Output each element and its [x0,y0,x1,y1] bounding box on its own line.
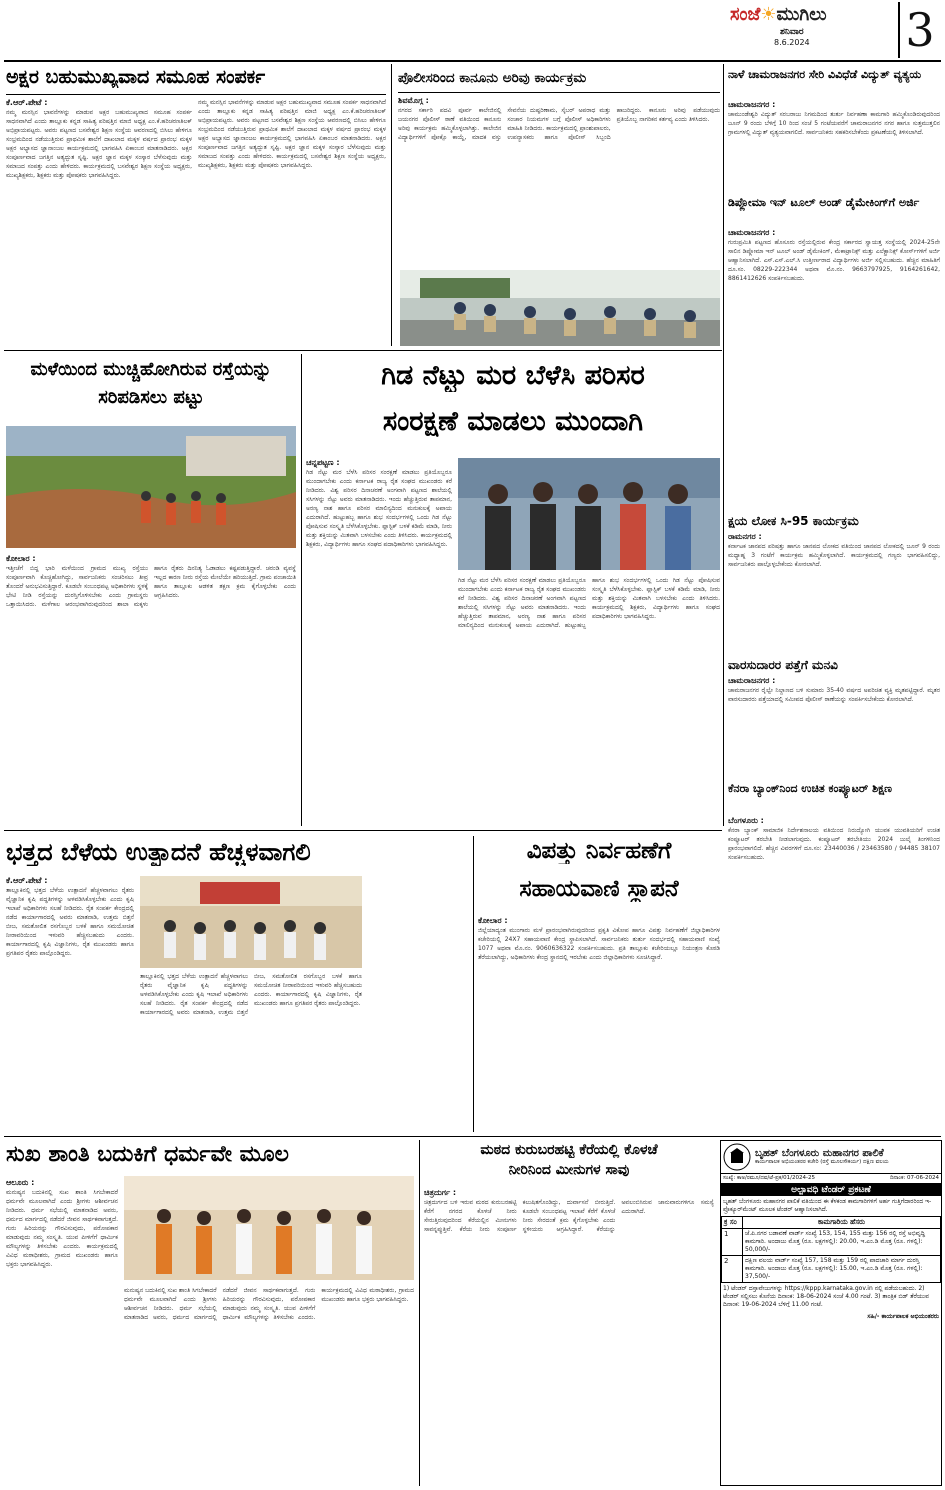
table-row [722,1229,941,1256]
article-1-body-cont: ನಮ್ಮ ಮನಸ್ಸಿನ ಭಾವನೆಗಳನ್ನು ಮಾಡುವ ಅಕ್ಷರ ಬಹುಮುಖ್ಯವಾದ ಸಮೂಹ ಸಂಪರ್ಕ ಸಾಧನವಾಗಿದೆ ಎಂದು ತಾಲ್ಲೂಕು ಕನ್ನಡ ಸಾಹಿತ್ಯ ಪರಿಷತ್ತಿನ ಮಾಜಿ ಅಧ್ಯಕ್ಷ ಎಂ.ಕೆ.ಹರಿಚರಣತಿಲಕ್ ಅಭಿಪ್ರಾಯಪಟ್ಟರು. ಅವರು ಪಟ್ಟಣದ ಬಸವೇಶ್ವರ ಶಿಕ್ಷಣ ಸಂಸ್ಥೆಯ ಆವರಣದಲ್ಲಿ ಬಿಸಿಲು ಹೇಳಿಗೂ ಸಂಭ್ರಮದಿಂದ ನಡೆಯುತ್ತಿರುವ ಪ್ರಾಥಮಿಕ ಶಾಲೆಗೆ ದಾಖಲಾದ ಮಕ್ಕಳ ವರ್ಷದ ಪ್ರಾರಂಭ ಮಕ್ಕಳ ಅಕ್ಷರ ಅಭ್ಯಾಸದ ಜ್ಞಾನಾಂಜಲ ಕಾರ್ಯಕ್ರಮದಲ್ಲಿ ಭಾಗವಹಿಸಿ ಏಕಾಂಬರ ಮಾತನಾಡಿದರು. ಅಕ್ಷರ ಸಂಪೂರ್ಣವಾದ ಜಗತ್ತಿನ ಅತ್ಯದ್ಭುತ ಸೃಷ್ಟಿ. ಅಕ್ಷರ ಜ್ಞಾನ ಮಕ್ಕಳ ಸಂಸ್ಕಾರ ಬೆಳೆಸುವುದು ಮತ್ತು ಸಮಾಜದ ಸಂಪತ್ತು ಎಂದು ಹೇಳಿದರು. ಕಾರ್ಯಕ್ರಮದಲ್ಲಿ ಬಸವೇಶ್ವರ ಶಿಕ್ಷಣ ಸಂಸ್ಥೆಯ ಅಧ್ಯಕ್ಷರು, ಮುಖ್ಯಶಿಕ್ಷಕರು, ಶಿಕ್ಷಕರು ಮತ್ತು ಪೋಷಕರು ಭಾಗವಹಿಸಿದ್ದರು. [198,99,386,169]
masthead-logo [730,4,890,28]
tender-dated: ದಿನಾಂಕ: 07-06-2024 [889,1175,939,1181]
tender-sub: ಕಾರ್ಯಪಾಲಕ ಅಭಿಯಂತರರ ಕಚೇರಿ (ರಸ್ತೆ ಮೂಲಸೌಕರ್ಯ) ದಕ್ಷಿಣ ವಲಯ [755,1159,889,1165]
table-row [722,1256,941,1283]
article-6-body-cont: ಗಿಡ ನೆಟ್ಟು ಮರ ಬೆಳೆಸಿ ಪರಿಸರ ಸಂರಕ್ಷಣೆ ಮಾಡಲು ಪ್ರತಿಯೊಬ್ಬರೂ ಮುಂದಾಗಬೇಕು ಎಂದು ಕರ್ನಾಟಕ ರಾಜ್ಯ ರೈತ ಸಂಘದ ಮುಖಂಡರು ಕರೆ ನೀಡಿದರು. ವಿಶ್ವ ಪರಿಸರ ದಿನಾಚರಣೆ ಅಂಗವಾಗಿ ಪಟ್ಟಣದ ಶಾಲೆಯಲ್ಲಿ ಸಸಿಗಳನ್ನು ನೆಟ್ಟು ಅವರು ಮಾತನಾಡಿದರು. ಇಂದು ಹೆಚ್ಚುತ್ತಿರುವ ತಾಪಮಾನ, ಅರಣ್ಯ ನಾಶ ಹಾಗೂ ಪರಿಸರ ಮಾಲಿನ್ಯದಿಂದ ಮನುಕುಲಕ್ಕೆ ಅಪಾಯ ಎದುರಾಗಿದೆ. ಹುಟ್ಟುಹಬ್ಬ ಹಾಗೂ ಶುಭ ಸಂದರ್ಭಗಳಲ್ಲಿ ಒಂದು ಗಿಡ ನೆಟ್ಟು ಪೋಷಿಸುವ ಸಂಸ್ಕೃತಿ ಬೆಳೆಸಿಕೊಳ್ಳಬೇಕು. ಪ್ಲಾಸ್ಟಿಕ್ ಬಳಕೆ ಕಡಿಮೆ ಮಾಡಿ, ನೀರು ಮತ್ತು ಶಕ್ತಿಯನ್ನು ಮಿತವಾಗಿ ಬಳಸಬೇಕು ಎಂದು ತಿಳಿಸಿದರು. ಕಾರ್ಯಕ್ರಮದಲ್ಲಿ ಶಿಕ್ಷಕರು, ವಿದ್ಯಾರ್ಥಿಗಳು ಹಾಗೂ ಸಂಘದ ಪದಾಧಿಕಾರಿಗಳು ಭಾಗವಹಿಸಿದ್ದರು. [458,577,720,629]
article-3-body: ಚಾಮುಂಡೇಶ್ವರಿ ವಿದ್ಯುತ್ ಸರಬರಾಜು ನಿಗಮದಿಂದ ತುರ್ತು ನಿರ್ವಹಣಾ ಕಾಮಗಾರಿ ಹಮ್ಮಿಕೊಂಡಿರುವುದರಿಂದ ಜೂನ್ 9 ರಂದು ಬೆಳಿಗ್ಗೆ 10 ರಿಂದ ಸಂಜೆ 5 ಗಂಟೆಯವರೆಗೆ ಚಾಮರಾಜನಗರ ನಗರ ಹಾಗೂ ಸುತ್ತಮುತ್ತಲಿನ ಗ್ರಾಮಗಳಲ್ಲಿ ವಿದ್ಯುತ್ ವ್ಯತ್ಯಯವಾಗಲಿದೆ. ಸಾರ್ವಜನಿಕರು ಸಹಕರಿಸಬೇಕೆಂದು ಪ್ರಕಟಣೆಯಲ್ಲಿ ತಿಳಿಸಲಾಗಿದೆ. [728,111,940,136]
masthead-day: ಶನಿವಾರ [780,27,804,37]
article-8-headline: ವಾರಸುದಾರರ ಪತ್ತೆಗೆ ಮನವಿ [728,658,838,672]
article-13-body: ಚಿತ್ರದುರ್ಗದ ಬಳಿ ಇರುವ ಮಠದ ಕುರುಬರಹಟ್ಟಿ ಕೆರೆಗೆ ನಗರದ ಕೊಳಚೆ ನೀರು ಸೇರುತ್ತಿರುವುದರಿಂದ ಕೆರೆಯಲ್ಲಿನ ಮೀನುಗಳು ಸಾವನ್ನಪ್ಪುತ್ತಿವೆ. ಕೆರೆಯ ನೀರು ಸಂಪೂರ್ಣ ಕಲುಷಿತಗೊಂಡಿದ್ದು, ದುರ್ವಾಸನೆ ಬೀರುತ್ತಿದೆ. ಕೂಡಲೇ ಸಂಬಂಧಪಟ್ಟ ಇಲಾಖೆ ಕೆರೆಗೆ ಕೊಳಚೆ ನೀರು ಸೇರದಂತೆ ಕ್ರಮ ಕೈಗೊಳ್ಳಬೇಕು ಎಂದು ಸ್ಥಳೀಯರು ಆಗ್ರಹಿಸಿದ್ದಾರೆ. ಕೆರೆಯನ್ನು ಅವಲಂಬಿಸಿರುವ ಜಾನುವಾರುಗಳಿಗೂ ಸಮಸ್ಯೆ ಎದುರಾಗಿದೆ. [424,1199,714,1233]
article-10-body: ತಾಲ್ಲೂಕಿನಲ್ಲಿ ಭತ್ತದ ಬೆಳೆಯ ಉತ್ಪಾದನೆ ಹೆಚ್ಚಳವಾಗಲು ರೈತರು ವೈಜ್ಞಾನಿಕ ಕೃಷಿ ಪದ್ಧತಿಗಳನ್ನು ಅಳವಡಿಸಿಕೊಳ್ಳಬೇಕು ಎಂದು ಕೃಷಿ ಇಲಾಖೆ ಅಧಿಕಾರಿಗಳು ಸಲಹೆ ನೀಡಿದರು. ರೈತ ಸಂಪರ್ಕ ಕೇಂದ್ರದಲ್ಲಿ ನಡೆದ ಕಾರ್ಯಾಗಾರದಲ್ಲಿ ಅವರು ಮಾತನಾಡಿ, ಉತ್ತಮ ಬಿತ್ತನೆ ಬೀಜ, ಸಮತೋಲಿತ ರಸಗೊಬ್ಬರ ಬಳಕೆ ಹಾಗೂ ಸಮಯೋಚಿತ ನೀರಾವರಿಯಿಂದ ಇಳುವರಿ ಹೆಚ್ಚಿಸಬಹುದು ಎಂದರು. ಕಾರ್ಯಾಗಾರದಲ್ಲಿ ಕೃಷಿ ವಿಜ್ಞಾನಿಗಳು, ರೈತ ಮುಖಂಡರು ಹಾಗೂ ಪ್ರಗತಿಪರ ರೈತರು ಪಾಲ್ಗೊಂಡಿದ್ದರು. [6,887,134,957]
article-5-headline: ಮಳೆಯಿಂದ ಮುಚ್ಚಿಹೋಗಿರುವ ರಸ್ತೆಯನ್ನು ಸರಿಪಡಿಸಲು ಪಟ್ಟು [30,359,272,408]
tender-col-no: ಕ್ರ ಸಂ [722,1217,743,1229]
police-meeting-photo [400,270,720,346]
article-3-byline: ಚಾಮರಾಜನಗರ : [728,100,776,109]
tender-org: ಬೃಹತ್ ಬೆಂಗಳೂರು ಮಹಾನಗರ ಪಾಲಿಕೆ [755,1148,884,1159]
article-5-byline: ಕೋಲಾರ : [6,554,36,563]
tender-title: ಅಲ್ಪಾವಧಿ ಟೆಂಡರ್ ಪ್ರಕಟಣೆ [721,1184,941,1196]
article-2-divider [398,92,720,93]
article-11-headline-2: ಸಹಾಯವಾಣಿ ಸ್ಥಾಪನೆ [519,876,679,902]
article-6-body: ಗಿಡ ನೆಟ್ಟು ಮರ ಬೆಳೆಸಿ ಪರಿಸರ ಸಂರಕ್ಷಣೆ ಮಾಡಲು ಪ್ರತಿಯೊಬ್ಬರೂ ಮುಂದಾಗಬೇಕು ಎಂದು ಕರ್ನಾಟಕ ರಾಜ್ಯ ರೈತ ಸಂಘದ ಮುಖಂಡರು ಕರೆ ನೀಡಿದರು. ವಿಶ್ವ ಪರಿಸರ ದಿನಾಚರಣೆ ಅಂಗವಾಗಿ ಪಟ್ಟಣದ ಶಾಲೆಯಲ್ಲಿ ಸಸಿಗಳನ್ನು ನೆಟ್ಟು ಅವರು ಮಾತನಾಡಿದರು. ಇಂದು ಹೆಚ್ಚುತ್ತಿರುವ ತಾಪಮಾನ, ಅರಣ್ಯ ನಾಶ ಹಾಗೂ ಪರಿಸರ ಮಾಲಿನ್ಯದಿಂದ ಮನುಕುಲಕ್ಕೆ ಅಪಾಯ ಎದುರಾಗಿದೆ. ಹುಟ್ಟುಹಬ್ಬ ಹಾಗೂ ಶುಭ ಸಂದರ್ಭಗಳಲ್ಲಿ ಒಂದು ಗಿಡ ನೆಟ್ಟು ಪೋಷಿಸುವ ಸಂಸ್ಕೃತಿ ಬೆಳೆಸಿಕೊಳ್ಳಬೇಕು. ಪ್ಲಾಸ್ಟಿಕ್ ಬಳಕೆ ಕಡಿಮೆ ಮಾಡಿ, ನೀರು ಮತ್ತು ಶಕ್ತಿಯನ್ನು ಮಿತವಾಗಿ ಬಳಸಬೇಕು ಎಂದು ತಿಳಿಸಿದರು. ಕಾರ್ಯಕ್ರಮದಲ್ಲಿ ಶಿಕ್ಷಕರು, ವಿದ್ಯಾರ್ಥಿಗಳು ಹಾಗೂ ಸಂಘದ ಪದಾಧಿಕಾರಿಗಳು ಭಾಗವಹಿಸಿದ್ದರು. [306,469,452,548]
article-1-body: ನಮ್ಮ ಮನಸ್ಸಿನ ಭಾವನೆಗಳನ್ನು ಮಾಡುವ ಅಕ್ಷರ ಬಹುಮುಖ್ಯವಾದ ಸಮೂಹ ಸಂಪರ್ಕ ಸಾಧನವಾಗಿದೆ ಎಂದು ತಾಲ್ಲೂಕು ಕನ್ನಡ ಸಾಹಿತ್ಯ ಪರಿಷತ್ತಿನ ಮಾಜಿ ಅಧ್ಯಕ್ಷ ಎಂ.ಕೆ.ಹರಿಚರಣತಿಲಕ್ ಅಭಿಪ್ರಾಯಪಟ್ಟರು. ಅವರು ಪಟ್ಟಣದ ಬಸವೇಶ್ವರ ಶಿಕ್ಷಣ ಸಂಸ್ಥೆಯ ಆವರಣದಲ್ಲಿ ಬಿಸಿಲು ಹೇಳಿಗೂ ಸಂಭ್ರಮದಿಂದ ನಡೆಯುತ್ತಿರುವ ಪ್ರಾಥಮಿಕ ಶಾಲೆಗೆ ದಾಖಲಾದ ಮಕ್ಕಳ ವರ್ಷದ ಪ್ರಾರಂಭ ಮಕ್ಕಳ ಅಕ್ಷರ ಅಭ್ಯಾಸದ ಜ್ಞಾನಾಂಜಲ ಕಾರ್ಯಕ್ರಮದಲ್ಲಿ ಭಾಗವಹಿಸಿ ಏಕಾಂಬರ ಮಾತನಾಡಿದರು. ಅಕ್ಷರ ಸಂಪೂರ್ಣವಾದ ಜಗತ್ತಿನ ಅತ್ಯದ್ಭುತ ಸೃಷ್ಟಿ. ಅಕ್ಷರ ಜ್ಞಾನ ಮಕ್ಕಳ ಸಂಸ್ಕಾರ ಬೆಳೆಸುವುದು ಮತ್ತು ಸಮಾಜದ ಸಂಪತ್ತು ಎಂದು ಹೇಳಿದರು. ಕಾರ್ಯಕ್ರಮದಲ್ಲಿ ಬಸವೇಶ್ವರ ಶಿಕ್ಷಣ ಸಂಸ್ಥೆಯ ಅಧ್ಯಕ್ಷರು, ಮುಖ್ಯಶಿಕ್ಷಕರು, ಶಿಕ್ಷಕರು ಮತ್ತು ಪೋಷಕರು ಭಾಗವಹಿಸಿದ್ದರು. [6,109,192,179]
article-10-headline: ಭತ್ತದ ಬೆಳೆಯ ಉತ್ಪಾದನೆ ಹೆಚ್ಚಳವಾಗಲಿ [6,838,311,866]
tender-sign: ಸಹಿ/- ಕಾರ್ಯಪಾಲಕ ಅಭಿಯಂತರರು [867,1313,939,1320]
masthead-date: 8.6.2024 [774,38,810,47]
article-12-body: ಮನುಷ್ಯನ ಬದುಕಿನಲ್ಲಿ ಸುಖ ಶಾಂತಿ ಸಿಗಬೇಕಾದರೆ ಧರ್ಮವೇ ಮೂಲವಾಗಿದೆ ಎಂದು ಶ್ರೀಗಳು ಆಶೀರ್ವಚನ ನೀಡಿದರು. ಧರ್ಮ ಸಭೆಯಲ್ಲಿ ಮಾತನಾಡಿದ ಅವರು, ಧರ್ಮದ ಮಾರ್ಗದಲ್ಲಿ ನಡೆದರೆ ಜೀವನ ಸಾರ್ಥಕವಾಗುತ್ತದೆ. ಗುರು ಹಿರಿಯರನ್ನು ಗೌರವಿಸುವುದು, ಪರೋಪಕಾರ ಮಾಡುವುದು ನಮ್ಮ ಸಂಸ್ಕೃತಿ. ಯುವ ಪೀಳಿಗೆಗೆ ಧಾರ್ಮಿಕ ಮೌಲ್ಯಗಳನ್ನು ತಿಳಿಸಬೇಕು ಎಂದರು. ಕಾರ್ಯಕ್ರಮದಲ್ಲಿ ವಿವಿಧ ಮಠಾಧೀಶರು, ಗ್ರಾಮದ ಮುಖಂಡರು ಹಾಗೂ ಭಕ್ತರು ಭಾಗವಹಿಸಿದ್ದರು. [6,1189,118,1268]
tender-ref: ಸಂಖ್ಯೆ: ಕಾಅ/ರಮೂ/ದವ/ಟೆ-ಪ್ರಕ/01/2024-25 [723,1175,816,1181]
article-5-body: ಇತ್ತೀಚೆಗೆ ಬಿದ್ದ ಭಾರಿ ಮಳೆಯಿಂದ ಗ್ರಾಮದ ಮುಖ್ಯ ರಸ್ತೆಯು ಸಂಪೂರ್ಣವಾಗಿ ಕೊಚ್ಚಿಹೋಗಿದ್ದು, ಸಾರ್ವಜನಿಕರು ಸಂಚರಿಸಲು ತೀವ್ರ ತೊಂದರೆ ಅನುಭವಿಸುತ್ತಿದ್ದಾರೆ. ಕೂಡಲೇ ಸಂಬಂಧಪಟ್ಟ ಅಧಿಕಾರಿಗಳು ಸ್ಥಳಕ್ಕೆ ಭೇಟಿ ನೀಡಿ ರಸ್ತೆಯನ್ನು ದುರಸ್ತಿಗೊಳಿಸಬೇಕು ಎಂದು ಗ್ರಾಮಸ್ಥರು ಒತ್ತಾಯಿಸಿದರು. ಮಳೆಗಾಲ ಆರಂಭವಾಗಿರುವುದರಿಂದ ಶಾಲಾ ಮಕ್ಕಳು ಹಾಗೂ ರೈತರು ದಿನನಿತ್ಯ ಓಡಾಡಲು ಕಷ್ಟಪಡುತ್ತಿದ್ದಾರೆ. ಚರಂಡಿ ವ್ಯವಸ್ಥೆ ಇಲ್ಲದ ಕಾರಣ ನೀರು ರಸ್ತೆಯ ಮೇಲೆಯೇ ಹರಿಯುತ್ತಿದೆ. ಗ್ರಾಮ ಪಂಚಾಯಿತಿ ಹಾಗೂ ತಾಲ್ಲೂಕು ಆಡಳಿತ ತಕ್ಷಣ ಕ್ರಮ ಕೈಗೊಳ್ಳಬೇಕು ಎಂದು ಆಗ್ರಹಿಸಿದರು. [6,565,296,608]
article-7-body: ಕರ್ನಾಟಕ ಜಾನಪದ ಪರಿಷತ್ತು ಹಾಗೂ ಜಾನಪದ ಲೋಕದ ವತಿಯಿಂದ ಜಾನಪದ ಲೋಕದಲ್ಲಿ ಜೂನ್ 9 ರಂದು ಮಧ್ಯಾಹ್ನ 3 ಗಂಟೆಗೆ ಕಾರ್ಯಕ್ರಮ ಹಮ್ಮಿಕೊಳ್ಳಲಾಗಿದೆ. ಕಾರ್ಯಕ್ರಮದಲ್ಲಿ ಗಣ್ಯರು ಭಾಗವಹಿಸಲಿದ್ದು, ಸಾರ್ವಜನಿಕರು ಪಾಲ್ಗೊಳ್ಳಬೇಕೆಂದು ಕೋರಲಾಗಿದೆ. [728,543,940,568]
article-9-body: ಕೆನರಾ ಬ್ಯಾಂಕ್ ಸಾಮಾಜಿಕ ನಿರ್ದೇಶನಾಲಯ ವತಿಯಿಂದ ನಿರುದ್ಯೋಗಿ ಯುವಕ ಯುವತಿಯರಿಗೆ ಉಚಿತ ಕಂಪ್ಯೂಟರ್ ತರಬೇತಿ ನೀಡಲಾಗುವುದು. ಕಂಪ್ಯೂಟರ್ ತರಬೇತಿಯು 2024 ಜುಲೈ ತಿಂಗಳಿನಿಂದ ಪ್ರಾರಂಭವಾಗಲಿದೆ. ಹೆಚ್ಚಿನ ವಿವರಗಳಿಗೆ ದೂ.ಸಂ: 23440036 / 23463580 / 94485 38107 ಸಂಪರ್ಕಿಸಬಹುದು. [728,827,940,861]
article-12-body-cont: ಮನುಷ್ಯನ ಬದುಕಿನಲ್ಲಿ ಸುಖ ಶಾಂತಿ ಸಿಗಬೇಕಾದರೆ ಧರ್ಮವೇ ಮೂಲವಾಗಿದೆ ಎಂದು ಶ್ರೀಗಳು ಆಶೀರ್ವಚನ ನೀಡಿದರು. ಧರ್ಮ ಸಭೆಯಲ್ಲಿ ಮಾತನಾಡಿದ ಅವರು, ಧರ್ಮದ ಮಾರ್ಗದಲ್ಲಿ ನಡೆದರೆ ಜೀವನ ಸಾರ್ಥಕವಾಗುತ್ತದೆ. ಗುರು ಹಿರಿಯರನ್ನು ಗೌರವಿಸುವುದು, ಪರೋಪಕಾರ ಮಾಡುವುದು ನಮ್ಮ ಸಂಸ್ಕೃತಿ. ಯುವ ಪೀಳಿಗೆಗೆ ಧಾರ್ಮಿಕ ಮೌಲ್ಯಗಳನ್ನು ತಿಳಿಸಬೇಕು ಎಂದರು. ಕಾರ್ಯಕ್ರಮದಲ್ಲಿ ವಿವಿಧ ಮಠಾಧೀಶರು, ಗ್ರಾಮದ ಮುಖಂಡರು ಹಾಗೂ ಭಕ್ತರು ಭಾಗವಹಿಸಿದ್ದರು. [124,1287,414,1321]
section-divider [4,1136,941,1137]
article-11-headline-1: ವಿಪತ್ತು ನಿರ್ವಹಣೆಗೆ [526,838,672,864]
logo-part-a: ಸಂಜೆ [730,4,761,25]
tender-row-no: 1 [722,1229,743,1256]
masthead-rule [4,60,941,62]
tender-row-no: 2 [722,1256,743,1283]
religious-event-photo [124,1176,414,1280]
paddy-workshop-illustration [140,876,362,968]
tender-intro: ಬೃಹತ್ ಬೆಂಗಳೂರು ಮಹಾನಗರ ಪಾಲಿಕೆ ವತಿಯಿಂದ ಈ ಕೆಳಕಂಡ ಕಾಮಗಾರಿಗಳಿಗೆ ಅರ್ಹ ಗುತ್ತಿಗೆದಾರರಿಂದ ಇ-ಪ್ರೊಕ್ಯೂರ್‌ಮೆಂಟ್ ಮೂಲಕ ಟೆಂಡರ್ ಆಹ್ವಾನಿಸಲಾಗಿದೆ. [723,1198,932,1213]
article-9-headline: ಕೆನರಾ ಬ್ಯಾಂಕ್‌ನಿಂದ ಉಚಿತ ಕಂಪ್ಯೂಟರ್ ಶಿಕ್ಷಣ [728,782,892,795]
article-13-headline-2: ನೀರಿನಿಂದ ಮೀನುಗಳ ಸಾವು [508,1162,630,1178]
flooded-road-photo [6,426,296,548]
tree-planting-illustration [458,458,720,570]
police-meeting-illustration [400,270,720,346]
article-8-byline: ಚಾಮರಾಜನಗರ : [728,676,776,685]
article-2-headline: ಪೊಲೀಸರಿಂದ ಕಾನೂನು ಅರಿವು ಕಾರ್ಯಕ್ರಮ [398,70,587,86]
bbmp-emblem-icon [723,1143,751,1171]
article-3-headline: ನಾಳೆ ಚಾಮರಾಜನಗರ ಸೇರಿ ವಿವಿಧೆಡೆ ವಿದ್ಯುತ್ ವ್ಯತ್ಯಯ [728,68,922,81]
article-11-body: ಜಿಲ್ಲೆಯಾದ್ಯಂತ ಮುಂಗಾರು ಮಳೆ ಪ್ರಾರಂಭವಾಗಿರುವುದರಿಂದ ಪ್ರಕೃತಿ ವಿಕೋಪ ಹಾಗೂ ವಿಪತ್ತು ನಿರ್ವಹಣೆಗೆ ಜಿಲ್ಲಾಧಿಕಾರಿಗಳ ಕಚೇರಿಯಲ್ಲಿ 24X7 ಸಹಾಯವಾಣಿ ಕೇಂದ್ರ ಸ್ಥಾಪಿಸಲಾಗಿದೆ. ಸಾರ್ವಜನಿಕರು ತುರ್ತು ಸಂದರ್ಭದಲ್ಲಿ ಸಹಾಯವಾಣಿ ಸಂಖ್ಯೆ 1077 ಅಥವಾ ಮೊ.ನಂ. 9060636322 ಸಂಪರ್ಕಿಸಬಹುದು. ಪ್ರತಿ ತಾಲ್ಲೂಕು ಕಚೇರಿಯಲ್ಲೂ ನಿಯಂತ್ರಣ ಕೊಠಡಿ ತೆರೆಯಲಾಗಿದ್ದು, ಅಧಿಕಾರಿಗಳು ಕೇಂದ್ರ ಸ್ಥಾನದಲ್ಲಿ ಇರಬೇಕು ಎಂದು ಜಿಲ್ಲಾಧಿಕಾರಿಗಳು ಸೂಚಿಸಿದ್ದಾರೆ. [478,927,720,961]
article-4-byline: ಚಾಮರಾಜನಗರ : [728,228,776,237]
article-8-body: ಚಾಮರಾಜನಗರ ರೈಲ್ವೇ ನಿಲ್ದಾಣದ ಬಳಿ ಸುಮಾರು 35-40 ವರ್ಷದ ಅಪರಿಚಿತ ವ್ಯಕ್ತಿ ಮೃತಪಟ್ಟಿದ್ದಾರೆ. ಮೃತರ ವಾರಸುದಾರರು ಪತ್ತೆಯಾದಲ್ಲಿ ಸಮೀಪದ ಪೊಲೀಸ್ ಠಾಣೆಯನ್ನು ಸಂಪರ್ಕಿಸಬೇಕೆಂದು ಕೋರಲಾಗಿದೆ. [728,687,940,703]
column-divider [419,1140,420,1486]
column-divider [473,836,474,1132]
section-divider [4,350,722,351]
article-13-byline: ಚಿತ್ರದುರ್ಗ : [424,1188,457,1197]
column-divider [723,64,724,826]
article-11-byline: ಕೋಲಾರ : [478,916,508,925]
tree-planting-photo [458,458,720,570]
article-4-body: ಗುರುಪ್ರಮಿತಿ ಪಟ್ಟಣದ ಹೊಸೂರು ರಸ್ತೆಯಲ್ಲಿರುವ ಕೇಂದ್ರ ಸರ್ಕಾರದ ಸ್ವಾಯತ್ತ ಸಂಸ್ಥೆಯಲ್ಲಿ 2024-25ನೇ ಸಾಲಿನ ಡಿಪ್ಲೋಮಾ ಇನ್ ಟೂಲ್ ಅಂಡ್ ಡೈಮೇಕಿಂಗ್, ಮೆಕಾಟ್ರಾನಿಕ್ಸ್ ಮತ್ತು ಎಲೆಕ್ಟ್ರಾನಿಕ್ಸ್ ಕೋರ್ಸ್‌ಗಳಿಗೆ ಅರ್ಜಿ ಆಹ್ವಾನಿಸಲಾಗಿದೆ. ಎಸ್.ಎಸ್.ಎಲ್.ಸಿ ಉತ್ತೀರ್ಣರಾದ ವಿದ್ಯಾರ್ಥಿಗಳು ಅರ್ಜಿ ಸಲ್ಲಿಸಬಹುದು. ಹೆಚ್ಚಿನ ಮಾಹಿತಿಗೆ ದೂ.ಸಂ. 08229-222344 ಅಥವಾ ಮೊ.ನಂ. 9663797925, 9164261642, 8861412626 ಸಂಪರ್ಕಿಸಬಹುದು. [728,239,940,282]
page-number: 3 [898,2,940,58]
tender-row-work: ಜೆ.ಪಿ.ನಗರ ಬಡಾವಣೆ ವಾರ್ಡ್ ಸಂಖ್ಯೆ 153, 154, 155 ಮತ್ತು 156 ರಲ್ಲಿ ರಸ್ತೆ ಅಭಿವೃದ್ಧಿ ಕಾಮಗಾರಿ. ಅಂದಾಜು ಮೊತ್ತ (ರೂ. ಲಕ್ಷಗಳಲ್ಲಿ): 20.00, ಇ.ಎಂ.ಡಿ ಮೊತ್ತ (ರೂ. ಗಳಲ್ಲಿ): 50,000/- [743,1229,941,1256]
article-12-headline: ಸುಖ ಶಾಂತಿ ಬದುಕಿಗೆ ಧರ್ಮವೇ ಮೂಲ [6,1142,289,1167]
tender-table [721,1216,941,1283]
tender-col-work: ಕಾಮಗಾರಿಯ ಹೆಸರು [743,1217,941,1229]
article-2-body: ನಗರದ ಸರ್ಕಾರಿ ಪದವಿ ಪೂರ್ವ ಕಾಲೇಜಿನಲ್ಲಿ ಜಯನಗರ ಪೊಲೀಸ್ ಠಾಣೆ ವತಿಯಿಂದ ಕಾನೂನು ಅರಿವು ಕಾರ್ಯಕ್ರಮ ಹಮ್ಮಿಕೊಳ್ಳಲಾಗಿತ್ತು. ಕಾಲೇಜಿನ ವಿದ್ಯಾರ್ಥಿಗಳಿಗೆ ಪೋಕ್ಸೊ ಕಾಯ್ದೆ, ಮಾದಕ ವಸ್ತು ಸೇವನೆಯ ದುಷ್ಪರಿಣಾಮ, ಸೈಬರ್ ಅಪರಾಧ ಮತ್ತು ಸಂಚಾರ ನಿಯಮಗಳ ಬಗ್ಗೆ ಪೊಲೀಸ್ ಅಧಿಕಾರಿಗಳು ಮಾಹಿತಿ ನೀಡಿದರು. ಕಾರ್ಯಕ್ರಮದಲ್ಲಿ ಪ್ರಾಂಶುಪಾಲರು, ಉಪನ್ಯಾಸಕರು ಹಾಗೂ ಪೊಲೀಸ್ ಸಿಬ್ಬಂದಿ ಹಾಜರಿದ್ದರು. ಕಾನೂನು ಅರಿವು ಪಡೆಯುವುದು ಪ್ರತಿಯೊಬ್ಬ ನಾಗರಿಕನ ಕರ್ತವ್ಯ ಎಂದು ತಿಳಿಸಿದರು. [398,107,720,141]
religious-event-illustration [124,1176,414,1280]
logo-part-b: ಮುಗಿಲು [776,4,827,25]
article-6-byline: ಚನ್ನಪಟ್ಟಣ : [306,458,340,467]
paddy-workshop-photo [140,876,362,968]
tender-notice [720,1140,942,1486]
column-divider [391,64,392,346]
article-1-byline: ಕೆ.ಆರ್.ಪೇಟೆ : [6,98,48,107]
article-7-headline: ಕ್ಷಯ ಲೋಕ ಸಿ-95 ಕಾರ್ಯಕ್ರಮ [728,514,859,528]
article-1-headline: ಅಕ್ಷರ ಬಹುಮುಖ್ಯವಾದ ಸಮೂಹ ಸಂಪರ್ಕ [6,66,266,88]
sun-icon: ☀ [760,4,777,25]
flooded-road-illustration [6,426,296,548]
article-13-headline-1: ಮಠದ ಕುರುಬರಹಟ್ಟಿ ಕೆರೆಯಲ್ಲಿ ಕೊಳಚೆ [480,1142,658,1158]
tender-header [721,1141,941,1174]
article-2-byline: ಶಿವಮೊಗ್ಗ : [398,96,429,105]
article-4-headline: ಡಿಪ್ಲೋಮಾ ಇನ್ ಟೂಲ್ ಅಂಡ್ ಡೈಮೇಕಿಂಗ್‌ಗೆ ಅರ್ಜಿ [728,196,920,209]
section-divider [4,830,722,831]
article-9-byline: ಬೆಂಗಳೂರು : [728,816,764,825]
article-12-byline: ಆಲೂರು : [6,1178,35,1187]
tender-notes: 1) ಟೆಂಡರ್ ದಸ್ತಾವೇಜುಗಳನ್ನು https://kppp.karnataka.gov.in ನಲ್ಲಿ ಪಡೆಯಬಹುದು. 2) ಟೆಂಡರ್ ಸಲ್ಲಿಸಲು ಕೊನೆಯ ದಿನಾಂಕ: 18-06-2024 ಸಂಜೆ 4.00 ಗಂಟೆ. 3) ತಾಂತ್ರಿಕ ಬಿಡ್ ತೆರೆಯುವ ದಿನಾಂಕ: 19-06-2024 ಬೆಳಿಗ್ಗೆ 11.00 ಗಂಟೆ. [723,1285,929,1308]
article-10-byline: ಕೆ.ಆರ್.ಪೇಟೆ : [6,876,48,885]
article-7-byline: ರಾಮನಗರ : [728,532,762,541]
tender-row-work: ದಕ್ಷಿಣ ವಲಯ ವಾರ್ಡ್ ಸಂಖ್ಯೆ 157, 158 ಮತ್ತು 159 ರಲ್ಲಿ ಪಾದಚಾರಿ ಮಾರ್ಗ ದುರಸ್ತಿ ಕಾಮಗಾರಿ. ಅಂದಾಜು ಮೊತ್ತ (ರೂ. ಲಕ್ಷಗಳಲ್ಲಿ): 15.00, ಇ.ಎಂ.ಡಿ ಮೊತ್ತ (ರೂ. ಗಳಲ್ಲಿ): 37,500/- [743,1256,941,1283]
article-10-body-cont: ತಾಲ್ಲೂಕಿನಲ್ಲಿ ಭತ್ತದ ಬೆಳೆಯ ಉತ್ಪಾದನೆ ಹೆಚ್ಚಳವಾಗಲು ರೈತರು ವೈಜ್ಞಾನಿಕ ಕೃಷಿ ಪದ್ಧತಿಗಳನ್ನು ಅಳವಡಿಸಿಕೊಳ್ಳಬೇಕು ಎಂದು ಕೃಷಿ ಇಲಾಖೆ ಅಧಿಕಾರಿಗಳು ಸಲಹೆ ನೀಡಿದರು. ರೈತ ಸಂಪರ್ಕ ಕೇಂದ್ರದಲ್ಲಿ ನಡೆದ ಕಾರ್ಯಾಗಾರದಲ್ಲಿ ಅವರು ಮಾತನಾಡಿ, ಉತ್ತಮ ಬಿತ್ತನೆ ಬೀಜ, ಸಮತೋಲಿತ ರಸಗೊಬ್ಬರ ಬಳಕೆ ಹಾಗೂ ಸಮಯೋಚಿತ ನೀರಾವರಿಯಿಂದ ಇಳುವರಿ ಹೆಚ್ಚಿಸಬಹುದು ಎಂದರು. ಕಾರ್ಯಾಗಾರದಲ್ಲಿ ಕೃಷಿ ವಿಜ್ಞಾನಿಗಳು, ರೈತ ಮುಖಂಡರು ಹಾಗೂ ಪ್ರಗತಿಪರ ರೈತರು ಪಾಲ್ಗೊಂಡಿದ್ದರು. [140,973,362,1016]
column-divider [301,354,302,826]
article-6-headline-2: ಸಂರಕ್ಷಣೆ ಮಾಡಲು ಮುಂದಾಗಿ [382,406,644,437]
article-1-divider [6,94,386,95]
article-6-headline-1: ಗಿಡ ನೆಟ್ಟು ಮರ ಬೆಳೆಸಿ ಪರಿಸರ [381,360,645,391]
